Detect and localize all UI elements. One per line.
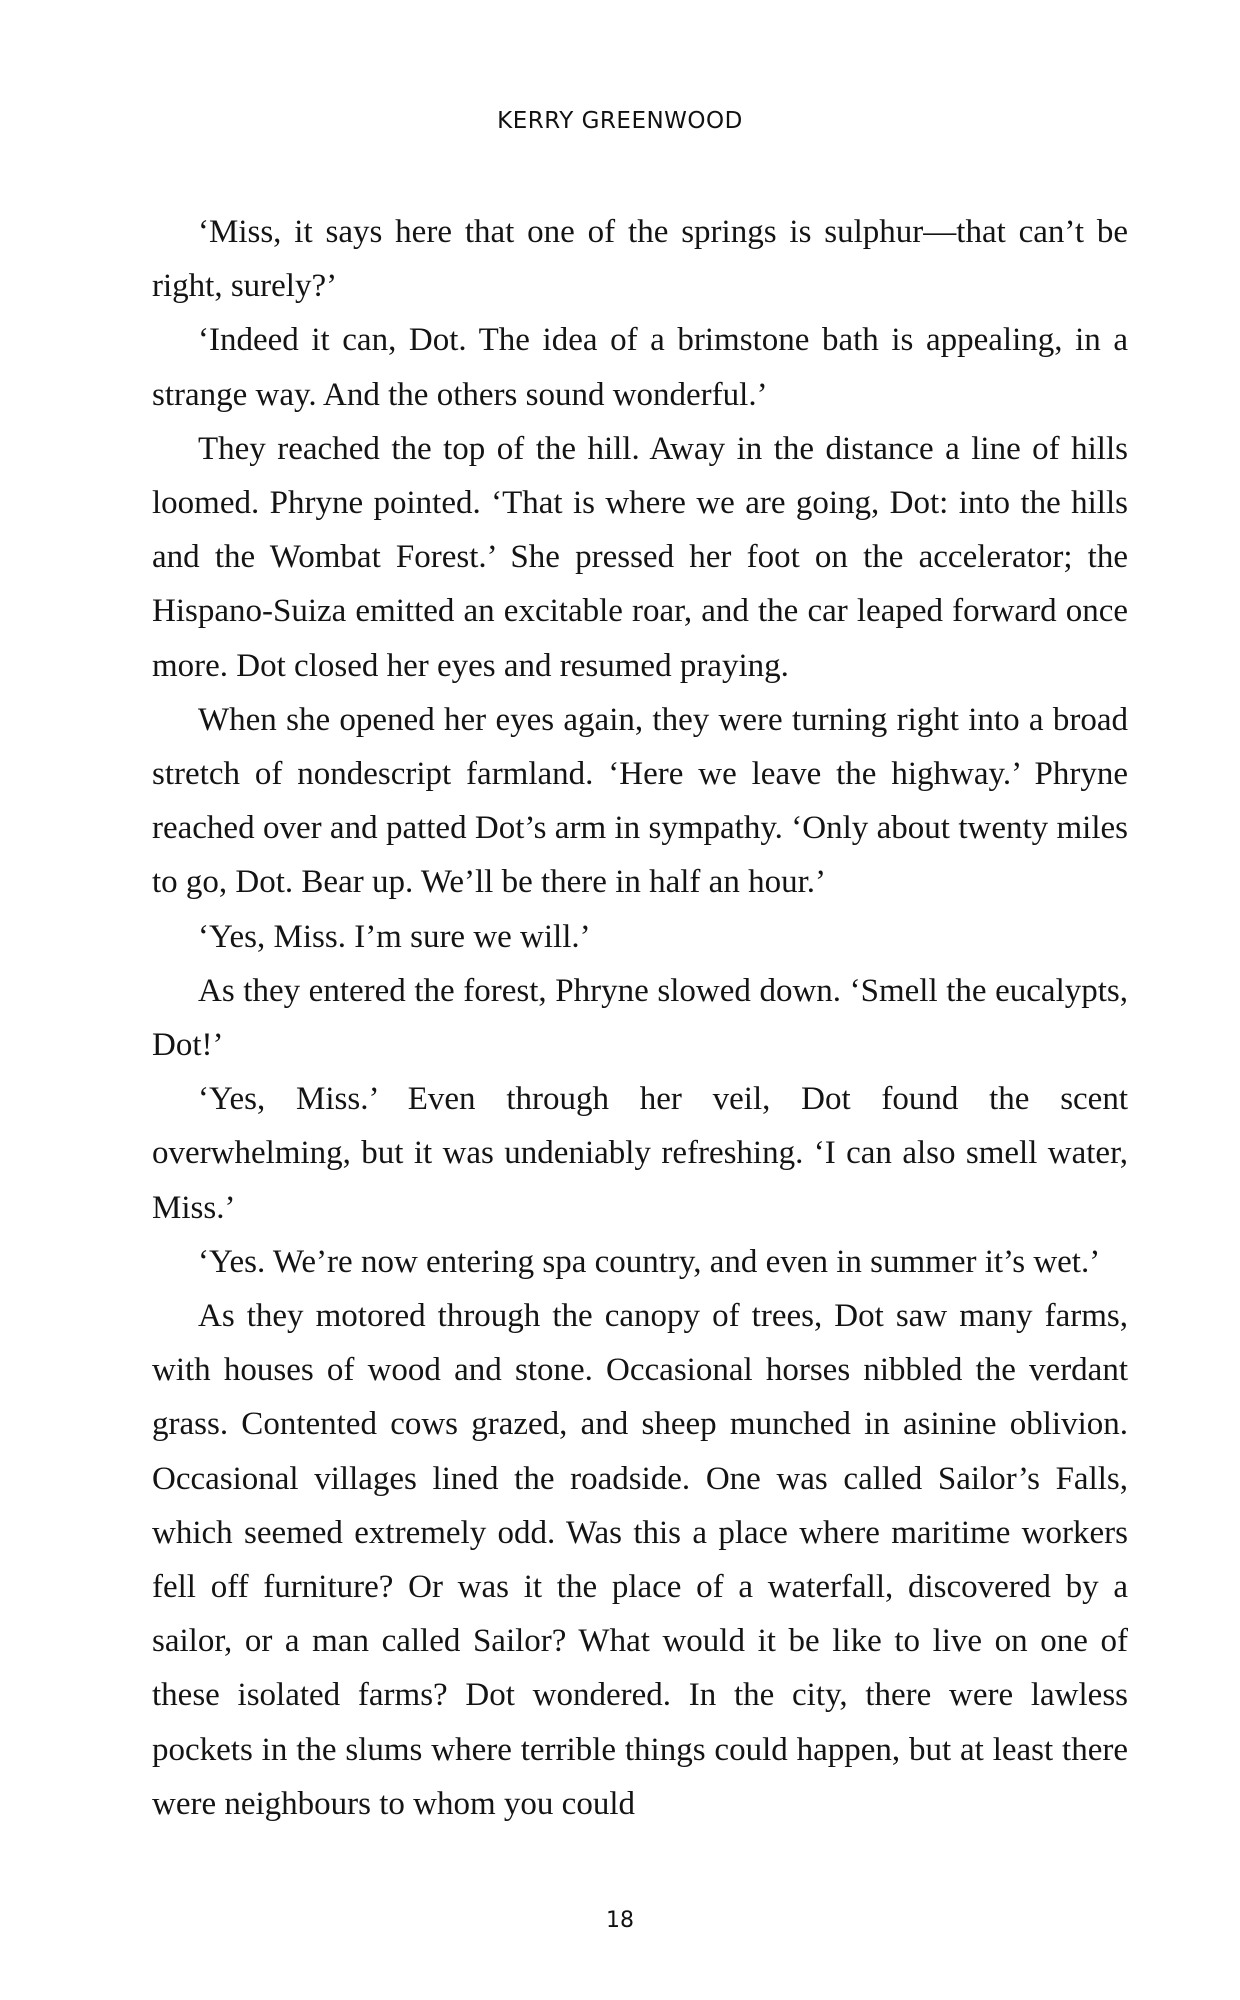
running-head: KERRY GREENWOOD xyxy=(497,108,743,134)
paragraph: As they entered the forest, Phryne slowed down. ‘Smell the eucalypts, Dot!’ xyxy=(152,972,1128,1064)
paragraph: They reached the top of the hill. Away in the distance a line of hills loomed. Phryne pointed. ‘That is where we are going, Dot: into the hills and the Wombat Forest.’ She pressed her foot on the accelerator; the Hispano-Suiza emitted an excitable roar, and the car leaped forward once more. Dot closed her eyes and resumed praying. xyxy=(152,430,1128,684)
paragraph: ‘Indeed it can, Dot. The idea of a brimstone bath is appealing, in a strange way. And the others sound wonderful.’ xyxy=(152,322,1128,413)
paragraph: ‘Yes, Miss. I’m sure we will.’ xyxy=(198,918,591,955)
paragraph: As they motored through the canopy of trees, Dot saw many farms, with houses of wood and stone. Occasional horses nibbled the verdant grass. Contented cows grazed, and sheep munched in asinine oblivion. Occasional villages lined the roadside. One was called Sailor’s Falls, which seemed extremely odd. Was this a place where maritime workers fell off furniture? Or was it the place of a waterfall, discovered by a sailor, or a man called Sailor? What would it be like to live on one of these isolated farms? Dot wondered. In the city, there were lawless pockets in the slums where terrible things could happen, but at least there were neighbours to whom you could xyxy=(152,1298,1128,1822)
page-number: 18 xyxy=(606,1908,634,1933)
paragraph: ‘Miss, it says here that one of the springs is sulphur—that can’t be right, surely?’ xyxy=(152,214,1128,305)
paragraph: ‘Yes. We’re now entering spa country, and even in summer it’s wet.’ xyxy=(198,1243,1101,1280)
paragraph: ‘Yes, Miss.’ Even through her veil, Dot found the scent overwhelming, but it was undeniably refreshing. ‘I can also smell water, Miss.’ xyxy=(152,1081,1128,1226)
paragraph: When she opened her eyes again, they were turning right into a broad stretch of nondescript farmland. ‘Here we leave the highway.’ Phryne reached over and patted Dot’s arm in sympathy. ‘Only about twenty miles to go, Dot. Bear up. We’ll be there in half an hour.’ xyxy=(152,701,1128,901)
body-text xyxy=(152,205,1128,1831)
